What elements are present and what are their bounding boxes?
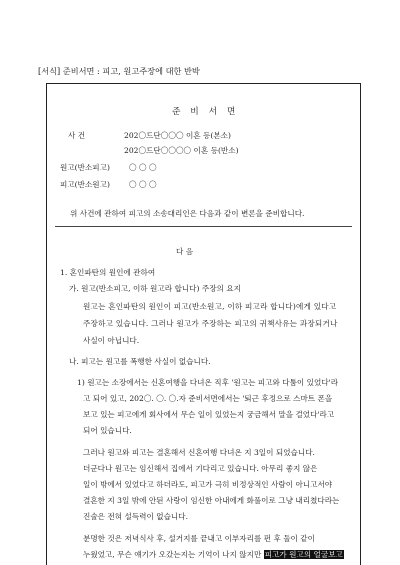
defendant-name: 〇 〇 〇 — [129, 180, 157, 189]
plaintiff-label: 원고(반소피고) — [60, 163, 110, 172]
highlighted-text: 피고가 원고의 얼굴보고 — [264, 550, 343, 559]
item-ga-line-1: 원고는 혼인파탄의 원인이 피고(반소원고, 이하 피고라 합니다)에게 있다고 — [83, 302, 337, 311]
document-page — [46, 83, 361, 565]
item-na-heading: 나. 피고는 원고를 폭행한 사실이 없습니다. — [69, 357, 211, 366]
para-2-line-5: 진술은 전혀 설득력이 없습니다. — [83, 512, 189, 521]
para-1-line-4: 되어 있습니다. — [83, 426, 132, 435]
para-3-line-2-text: 누웠었고, 무슨 얘기가 오갔는지는 기억이 나지 않지만 — [83, 550, 262, 559]
para-2-line-4: 결혼한 지 3일 밖에 안된 사랑이 임신한 아내에게 화풀이로 그냥 내리쳤다라는 — [83, 496, 340, 505]
para-1-line-3: 보고 있는 피고에게 회사에서 무슨 일이 있었는지 궁금해서 말을 걸었다'라고 — [83, 410, 335, 419]
case-number-counter: 202〇드단〇〇〇〇 이혼 등(반소) — [124, 146, 239, 155]
para-3-line-1: 분명한 것은 저녁식사 후, 설거지를 끝내고 이부자리를 펀 후 둘이 같이 — [83, 534, 315, 543]
item-ga-heading: 가. 원고(반소피고, 이하 원고라 합니다) 주장의 요지 — [69, 284, 241, 293]
divider — [55, 226, 352, 227]
item-ga-line-3: 사실이 아닙니다. — [83, 336, 140, 345]
case-label: 사 건 — [68, 131, 86, 140]
intro-text: 위 사건에 관하여 피고의 소송대리인은 다음과 같이 변론을 준비합니다. — [70, 209, 305, 218]
item-ga-line-2: 주장하고 있습니다. 그러나 원고가 주장하는 피고의 귀책사유는 과장되거나 — [83, 319, 338, 328]
next-heading: 다 음 — [176, 247, 194, 256]
para-1-line-1: 1) 원고는 소장에서는 신혼여행을 다녀온 직후 '원고는 피고와 다툼이 있었다'라 — [77, 378, 339, 387]
section-1-heading: 1. 혼인파탄의 원인에 관하여 — [60, 268, 156, 277]
case-number-main: 202〇드단〇〇〇 이혼 등(본소) — [124, 131, 231, 140]
para-3-line-2 — [83, 551, 344, 559]
plaintiff-name: 〇 〇 〇 — [129, 163, 157, 172]
para-2-line-3: 일이 밖에서 있었다고 하더라도, 피고가 극히 비정상적인 사람이 아니고서야 — [83, 480, 333, 489]
document-caption: [서식] 준비서면 : 피고, 원고주장에 대한 반박 — [38, 66, 200, 76]
para-1-line-2: 고 되어 있고, 202〇. 〇. 〇.자 준비서면에서는 '퇴근 후정으로 스마트 폰을 — [83, 394, 333, 403]
document-title: 준 비 서 면 — [172, 107, 239, 117]
defendant-label: 피고(반소원고) — [60, 180, 110, 189]
para-2-line-1: 그러나 원고와 피고는 결혼해서 신혼여행 다녀온 지 3일이 되었습니다. — [83, 448, 315, 457]
para-2-line-2: 더군다나 원고는 임신해서 집에서 기다리고 있습니다. 아무리 좋지 않은 — [83, 464, 318, 473]
